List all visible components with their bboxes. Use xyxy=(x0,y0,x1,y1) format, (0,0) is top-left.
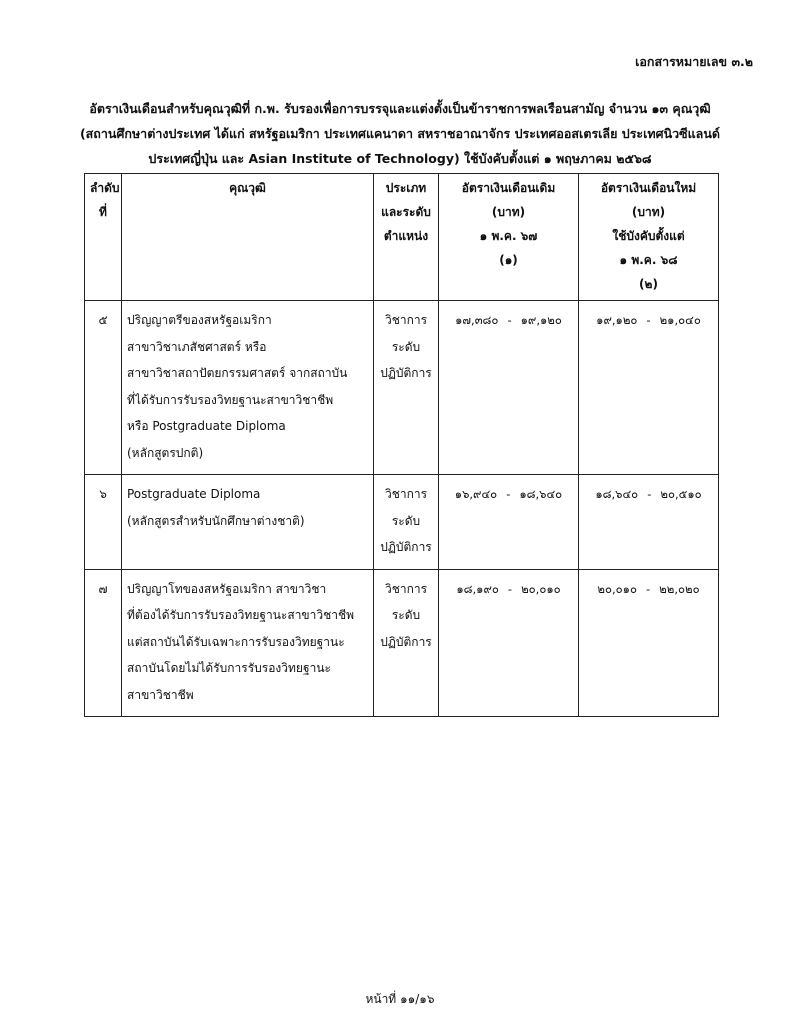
header-type-line: ตำแหน่ง xyxy=(383,229,429,243)
document-number: เอกสารหมายเลข ๓.๒ xyxy=(635,54,753,69)
row-position-type xyxy=(374,569,439,717)
old-rate-min: ๑๘,๑๙๐ xyxy=(456,581,499,596)
header-no xyxy=(85,174,122,301)
table-row xyxy=(85,569,719,717)
position-type-line: ปฏิบัติการ xyxy=(380,366,432,380)
header-type xyxy=(374,174,439,301)
old-rate-min: ๑๗,๓๘๐ xyxy=(455,313,499,327)
range-separator: - xyxy=(507,313,512,327)
old-rate-max: ๑๘,๖๔๐ xyxy=(519,487,563,501)
position-type-line: วิชาการ xyxy=(384,313,428,327)
position-type-line: วิชาการ xyxy=(384,581,428,596)
qualification-line: สาขาวิชาสถาปัตยกรรมศาสตร์ จากสถาบัน xyxy=(127,366,348,380)
title-line-2: (สถานศึกษาต่างประเทศ ได้แก่ สหรัฐอเมริกา ประเทศแคนาดา สหราชอาณาจักร ประเทศออสเตรเลีย ประเทศนิวซีแลนด์ xyxy=(79,126,721,141)
qualification-line: Postgraduate Diploma xyxy=(127,487,261,501)
qualification-line: ที่ต้องได้รับการรับรองวิทยฐานะสาขาวิชาชีพ xyxy=(127,608,355,622)
header-old-rate-line: ๑ พ.ค. ๖๗ xyxy=(479,229,538,243)
header-qualification-line: คุณวุฒิ xyxy=(229,181,266,195)
qualification-line: สถาบันโดยไม่ได้รับการรับรองวิทยฐานะ xyxy=(127,661,331,675)
range-separator: - xyxy=(646,313,651,327)
table-row xyxy=(85,301,719,475)
header-old-rate xyxy=(439,174,579,301)
old-rate-max: ๑๙,๑๒๐ xyxy=(520,313,562,327)
qualification-line: ที่ได้รับการรับรองวิทยฐานะสาขาวิชาชีพ xyxy=(127,392,334,407)
row-old-rate xyxy=(439,569,579,717)
new-rate-min: ๑๘,๖๔๐ xyxy=(595,487,639,501)
row-new-rate xyxy=(579,475,719,570)
qualification-line: แต่สถาบันได้รับเฉพาะการรับรองวิทยฐานะ xyxy=(127,634,345,649)
position-type-line: ปฏิบัติการ xyxy=(380,634,432,649)
title-line-3: ประเทศญี่ปุ่น และ Asian Institute of Technology) ใช้บังคับตั้งแต่ ๑ พฤษภาคม ๒๕๖๘ xyxy=(148,151,652,166)
table-row xyxy=(85,475,719,570)
row-number: ๗ xyxy=(85,569,122,717)
row-new-rate xyxy=(579,569,719,717)
qualification-line: สาขาวิชาชีพ xyxy=(127,687,194,702)
qualification-line: หรือ Postgraduate Diploma xyxy=(127,419,286,433)
new-rate-min: ๒๐,๐๑๐ xyxy=(597,581,637,596)
header-new-rate-line: อัตราเงินเดือนใหม่ (บาท) xyxy=(600,181,697,219)
header-new-rate-line: ๑ พ.ค. ๖๘ xyxy=(619,253,678,267)
position-type-line: ระดับ xyxy=(391,608,421,622)
row-old-rate xyxy=(439,475,579,570)
header-new-rate-line: (๒) xyxy=(639,277,658,291)
range-separator: - xyxy=(646,581,651,596)
header-old-rate-line: อัตราเงินเดือนเดิม (บาท) xyxy=(461,181,556,219)
row-qualification xyxy=(122,301,374,475)
header-new-rate-line: ใช้บังคับตั้งแต่ xyxy=(612,229,685,243)
new-rate-max: ๒๒,๐๒๐ xyxy=(659,581,700,596)
row-qualification xyxy=(122,475,374,570)
document-title xyxy=(70,96,730,171)
row-number: ๖ xyxy=(85,475,122,570)
new-rate-max: ๒๐,๕๑๐ xyxy=(660,487,702,501)
qualification-line: (หลักสูตรปกติ) xyxy=(127,445,204,460)
qualification-line: สาขาวิชาเภสัชศาสตร์ หรือ xyxy=(127,339,267,354)
row-number: ๕ xyxy=(85,301,122,475)
header-old-rate-line: (๑) xyxy=(499,253,518,267)
qualification-line: (หลักสูตรสำหรับนักศึกษาต่างชาติ) xyxy=(127,513,305,528)
position-type-line: วิชาการ xyxy=(384,487,428,501)
header-no-line: ลำดับ xyxy=(90,181,120,195)
header-type-line: ประเภท xyxy=(385,181,427,195)
row-old-rate xyxy=(439,301,579,475)
old-rate-min: ๑๖,๙๔๐ xyxy=(454,487,498,501)
old-rate-max: ๒๐,๐๑๐ xyxy=(521,581,561,596)
title-line-1: อัตราเงินเดือนสำหรับคุณวุฒิที่ ก.พ. รับรองเพื่อการบรรจุและแต่งตั้งเป็นข้าราชการพลเรือนสามัญ จำนวน ๑๓ คุณวุฒิ xyxy=(89,101,711,116)
salary-rate-table xyxy=(84,173,719,717)
row-new-rate xyxy=(579,301,719,475)
range-separator: - xyxy=(647,487,652,501)
range-separator: - xyxy=(507,581,513,596)
table-header-row xyxy=(85,174,719,301)
position-type-line: ระดับ xyxy=(391,513,421,528)
qualification-line: ปริญญาโทของสหรัฐอเมริกา สาขาวิชา xyxy=(127,581,327,596)
position-type-line: ระดับ xyxy=(391,339,421,354)
new-rate-min: ๑๙,๑๒๐ xyxy=(596,313,638,327)
row-position-type xyxy=(374,301,439,475)
row-qualification xyxy=(122,569,374,717)
header-no-line: ที่ xyxy=(99,205,107,219)
new-rate-max: ๒๑,๐๔๐ xyxy=(659,313,701,327)
qualification-line: ปริญญาตรีของสหรัฐอเมริกา xyxy=(127,313,272,327)
page-number: หน้าที่ ๑๑/๑๖ xyxy=(365,992,435,1006)
row-position-type xyxy=(374,475,439,570)
header-qualification xyxy=(122,174,374,301)
position-type-line: ปฏิบัติการ xyxy=(380,540,432,554)
header-new-rate xyxy=(579,174,719,301)
range-separator: - xyxy=(506,487,511,501)
header-type-line: และระดับ xyxy=(381,205,431,219)
